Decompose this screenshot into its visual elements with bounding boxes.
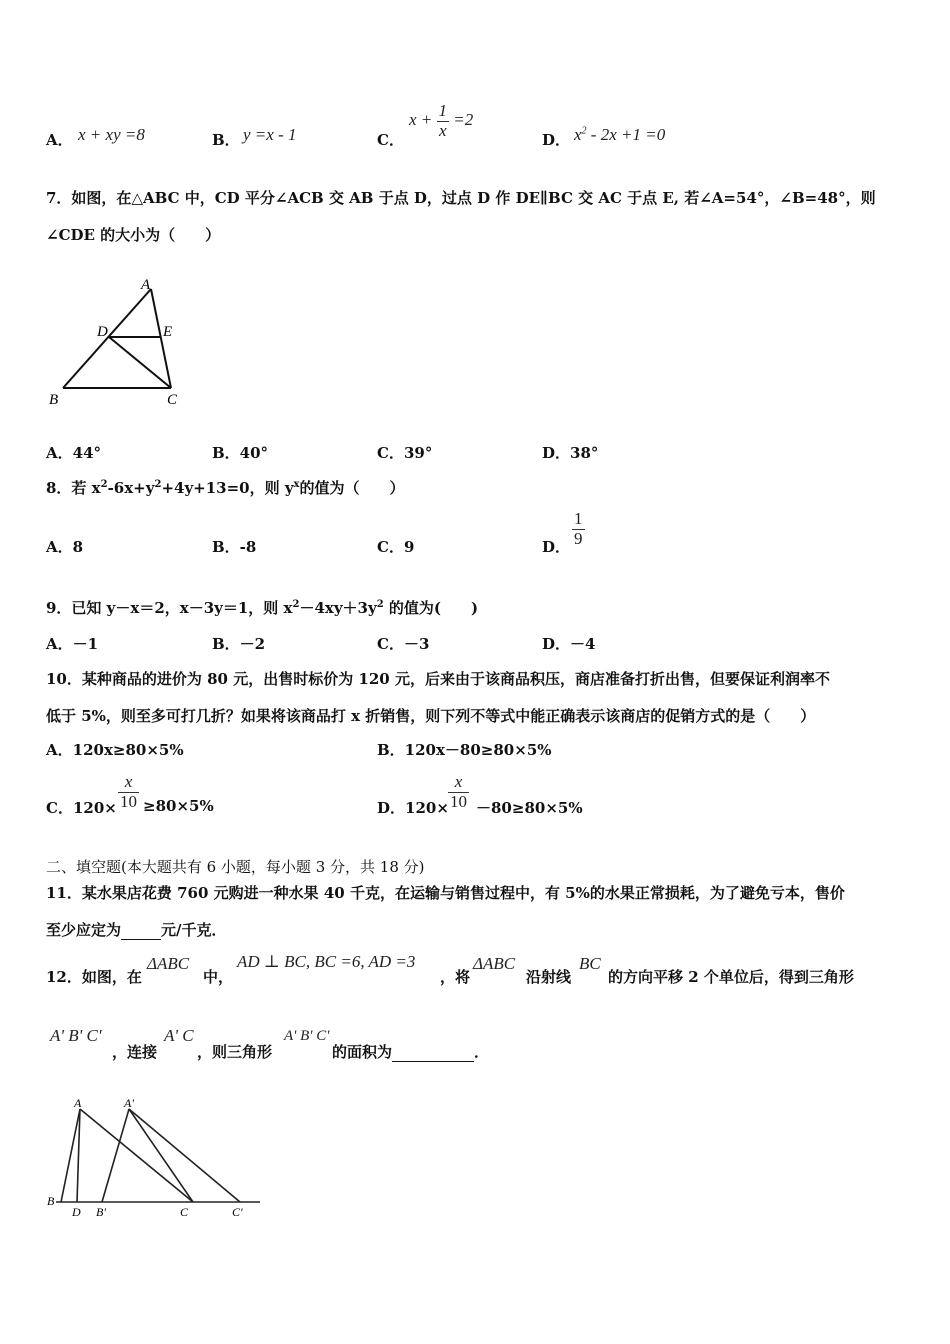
q9-option-b: B．－2 <box>212 635 266 653</box>
q9-sup2: 2 <box>376 599 384 610</box>
q9-option-c: C．－3 <box>377 635 430 653</box>
q12-answer-blank[interactable] <box>392 1043 474 1062</box>
q12-label-c2: C' <box>232 1205 243 1219</box>
q7-option-d: D．38° <box>542 444 599 462</box>
q7-option-c: C．39° <box>377 444 433 462</box>
q10-line2: 低于 5%，则至多可打几折？如果将该商品打 x 折销售，则下列不等式中能正确表示该商店的促销方式的是（ ） <box>46 707 816 725</box>
q6-c-den: x <box>439 120 447 140</box>
q12-m6: A' C <box>164 1026 194 1045</box>
q8-option-a: A．8 <box>46 538 84 556</box>
q12-t9: ． <box>474 1043 490 1061</box>
q12-label-b: B <box>47 1194 55 1208</box>
q6-d-sup: 2 <box>581 125 587 137</box>
q12-m2: AD ⊥ BC, BC =6, AD =3 <box>237 952 416 971</box>
q6-option-b-label: B． <box>212 131 240 149</box>
q10-d-num: x <box>448 773 469 793</box>
q9-stem <box>46 597 478 618</box>
q8-pre: 8．若 x <box>46 479 101 497</box>
q11-line2-pre: 至少应定为 <box>46 921 122 939</box>
q12-side-a2c2 <box>129 1109 240 1202</box>
q9-sup1: 2 <box>292 599 300 610</box>
q6-option-d-label: D． <box>542 131 571 149</box>
q6-d-b: - 2x +1 =0 <box>586 125 666 144</box>
q10-option-d-fraction <box>448 773 469 811</box>
q12-side-ac <box>80 1109 193 1202</box>
q11-line1: 11．某水果店花费 760 元购进一种水果 40 千克，在运输与销售过程中，有 5%的水果正常损耗，为了避免亏本，售价 <box>46 884 845 902</box>
q12-m3: ΔABC <box>473 954 516 973</box>
q7-label-a: A <box>141 277 151 293</box>
q12-t1: 12．如图，在 <box>46 968 142 986</box>
q9-pre: 9．已知 y－x＝2，x－3y＝1，则 x <box>46 599 293 617</box>
q6-option-c-expr <box>409 102 473 140</box>
q9-mid: －4xy＋3y <box>299 599 377 617</box>
q8-post: 的值为（ ） <box>299 479 405 497</box>
q10-option-d-post: －80≥80×5% <box>476 799 583 817</box>
q10-c-den: 10 <box>120 791 137 811</box>
q8-option-c: C．9 <box>377 538 415 556</box>
q12-t8-wrap <box>332 1041 489 1062</box>
q10-option-a: A．120x≥80×5% <box>46 741 184 759</box>
q12-t2: 中， <box>203 968 234 986</box>
q8-mid2: +4y+13=0，则 y <box>161 479 294 497</box>
q8-sup3: x <box>293 479 300 490</box>
q10-option-c-pre: C．120× <box>46 799 117 817</box>
q10-option-d-pre: D．120× <box>377 799 449 817</box>
q12-m4: BC <box>579 954 601 973</box>
q7-label-d: D <box>97 324 108 340</box>
q12-translation-figure <box>44 1092 274 1224</box>
q6-option-b-expr: y =x - 1 <box>243 125 297 144</box>
q6-option-a-expr: x + xy =8 <box>78 125 145 144</box>
q12-label-a: A <box>74 1096 82 1110</box>
q12-m1: ΔABC <box>147 954 190 973</box>
q8-d-num: 1 <box>574 509 583 528</box>
q6-d-a: x <box>574 125 582 144</box>
q10-c-num: x <box>118 773 139 793</box>
q12-label-c: C <box>180 1205 189 1219</box>
q9-option-a: A．－1 <box>46 635 99 653</box>
q7-label-c: C <box>167 392 178 408</box>
q8-option-b: B．-8 <box>212 538 257 556</box>
q12-m5: A' B' C' <box>50 1026 102 1045</box>
q10-d-den: 10 <box>450 791 467 811</box>
q12-t7: ，则三角形 <box>197 1043 273 1061</box>
q6-c-left: x + <box>409 110 433 130</box>
q7-label-b: B <box>49 392 59 408</box>
q12-side-a2b2 <box>102 1109 129 1202</box>
q6-c-fraction <box>437 102 450 140</box>
q6-c-num: 1 <box>438 101 448 120</box>
q12-t6: ，连接 <box>112 1043 158 1061</box>
q12-label-b2: B' <box>96 1205 106 1219</box>
q7-triangle-figure <box>44 272 204 412</box>
q7-line1: 7．如图，在△ABC 中，CD 平分∠ACB 交 AB 于点 D，过点 D 作 DE∥BC 交 AC 于点 E, 若∠A=54°，∠B=48°，则 <box>46 189 876 207</box>
q8-stem <box>46 477 405 498</box>
q7-label-e: E <box>163 324 173 340</box>
q11-line2 <box>46 919 227 940</box>
q6-option-c-label: C． <box>377 131 404 149</box>
q7-option-a: A．44° <box>46 444 102 462</box>
q12-t4: 沿射线 <box>526 968 572 986</box>
q10-option-b: B．120x－80≥80×5% <box>377 741 552 759</box>
q9-post: 的值为( ) <box>383 599 479 617</box>
q12-label-d: D <box>72 1205 81 1219</box>
q12-t5: 的方向平移 2 个单位后，得到三角形 <box>608 968 854 986</box>
q6-c-right: =2 <box>453 110 474 130</box>
section2-heading: 二、填空题(本大题共有 6 小题，每小题 3 分，共 18 分) <box>46 858 425 876</box>
q8-mid1: -6x+y <box>107 479 155 497</box>
q8-option-d-label: D． <box>542 538 571 556</box>
q7-option-b: B．40° <box>212 444 269 462</box>
q10-option-c-fraction <box>118 773 139 811</box>
q12-m7: A' B' C' <box>284 1028 330 1044</box>
q8-sup1: 2 <box>100 479 108 490</box>
q10-line1: 10．某种商品的进价为 80 元，出售时标价为 120 元，后来由于该商品积压，商店准备打折出售，但要保证利润率不 <box>46 670 830 688</box>
q6-option-d-expr <box>574 125 665 145</box>
q8-option-d-fraction <box>572 510 585 548</box>
q8-sup2: 2 <box>154 479 162 490</box>
q7-line2: ∠CDE 的大小为（ ） <box>46 226 221 244</box>
q12-label-a2: A' <box>124 1096 134 1110</box>
q12-t8: 的面积为 <box>332 1043 393 1061</box>
q11-line2-post: 元/千克． <box>161 921 227 939</box>
q10-option-c-post: ≥80×5% <box>143 797 214 815</box>
q11-answer-blank[interactable] <box>121 921 161 940</box>
q8-d-den: 9 <box>574 528 583 548</box>
q6-option-a-label: A． <box>46 131 73 149</box>
q12-t3: ，将 <box>440 968 471 986</box>
q9-option-d: D．－4 <box>542 635 596 653</box>
